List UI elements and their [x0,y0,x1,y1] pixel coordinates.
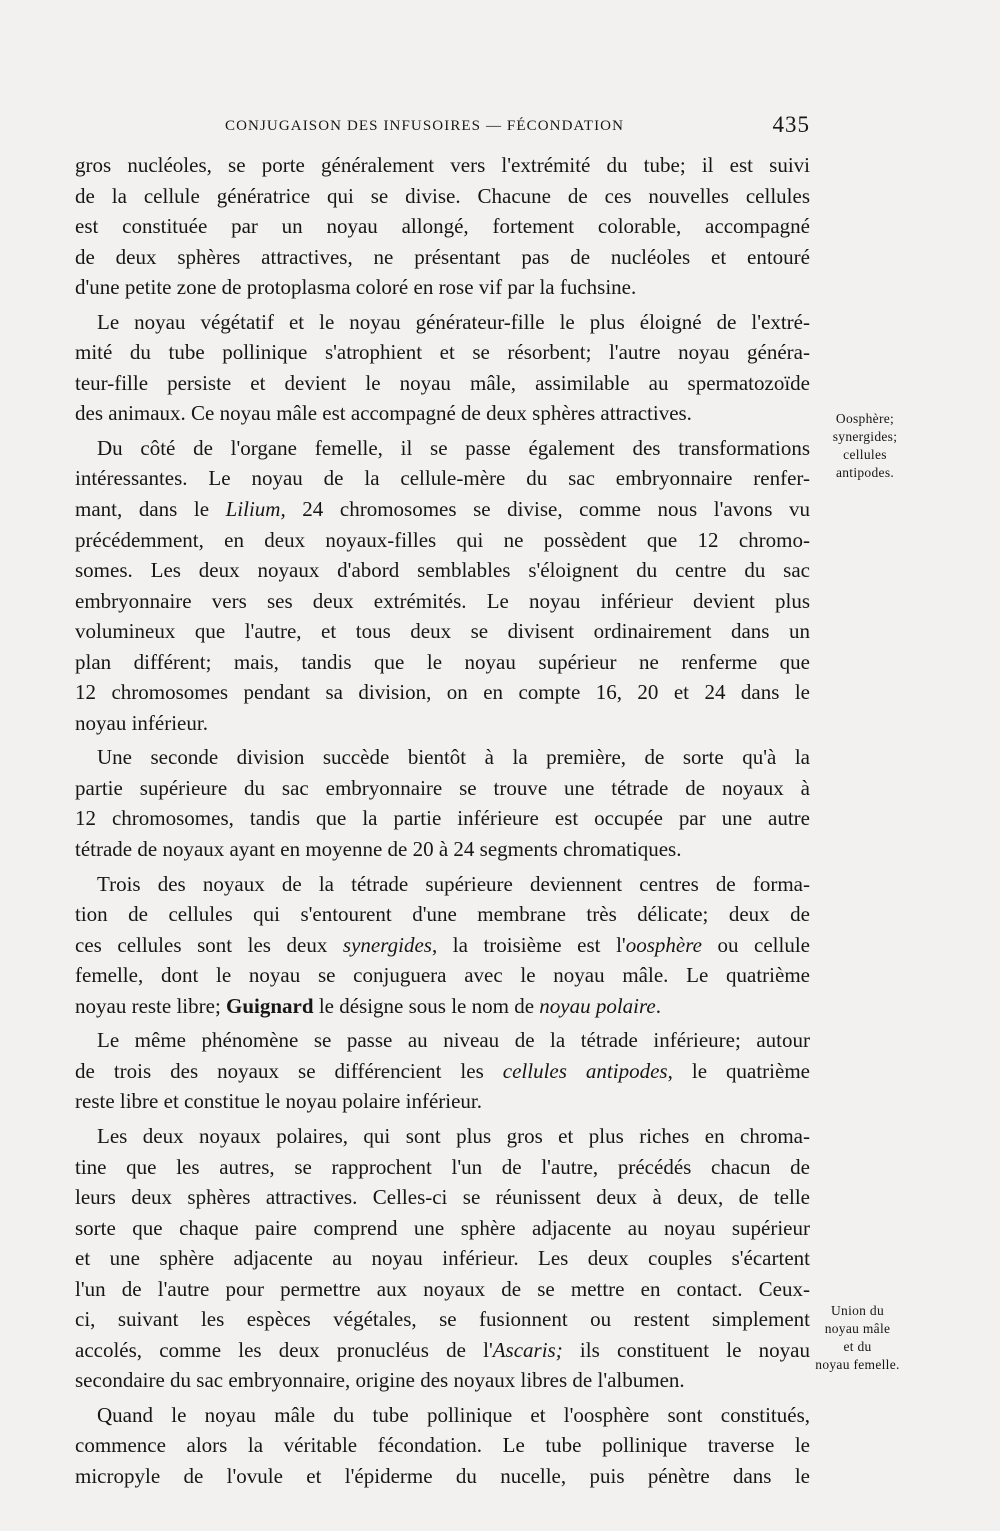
text-line: volumineux que l'autre, et tous deux se divisent ordinairement dans un [75,619,810,644]
text-line: ci, suivant les espèces végétales, se fusionnent ou restent simplement [75,1307,810,1332]
sidenote-line: Oosphère; [835,411,895,426]
text-line: plan différent; mais, tandis que le noyau supérieur ne renferme que [75,649,810,674]
text-line: femelle, dont le noyau se conjuguera avec le noyau mâle. Le quatrième [75,963,810,988]
text-line: précédemment, en deux noyaux-filles qui ne possèdent que 12 chromo- [75,527,810,552]
text-line: de la cellule génératrice qui se divise. Chacune de ces nouvelles cellules [75,183,810,208]
sidenote-union [800,1302,915,1374]
text-line: et une sphère adjacente au noyau inférieur. Les deux couples s'écartent [75,1246,810,1271]
text-line: embryonnaire vers ses deux extrémités. Le noyau inférieur devient plus [75,588,810,613]
sidenote-line: Union du [830,1303,885,1318]
body-text [75,150,810,1492]
sidenote-line: noyau mâle [824,1321,891,1336]
text-line: partie supérieure du sac embryonnaire se trouve une tétrade de noyaux à [75,775,810,800]
text-line: Trois des noyaux de la tétrade supérieure deviennent centres de forma- [97,871,810,896]
sidenote-line: cellules [843,447,887,462]
text-line: noyau reste libre; Guignard le désigne sous le nom de noyau polaire. [75,993,661,1018]
text-line: commence alors la véritable fécondation. Le tube pollinique traverse le [75,1433,810,1458]
sidenote-line: et du [843,1339,872,1354]
text-line: est constituée par un noyau allongé, fortement colorable, accompagné [75,214,810,239]
text-line: Le noyau végétatif et le noyau générateur-fille le plus éloigné de l'extré- [97,309,810,334]
text-line: somes. Les deux noyaux d'abord semblables s'éloignent du centre du sac [75,558,810,583]
text-line: Les deux noyaux polaires, qui sont plus gros et plus riches en chroma- [97,1123,810,1148]
text-line: de deux sphères attractives, ne présentant pas de nucléoles et entouré [75,244,810,269]
page-number: 435 [772,112,810,137]
text-line: tion de cellules qui s'entourent d'une membrane très délicate; deux de [75,902,810,927]
text-line: mant, dans le Lilium, 24 chromosomes se divise, comme nous l'avons vu [75,497,810,522]
text-line: mité du tube pollinique s'atrophient et se résorbent; l'autre noyau généra- [75,340,810,365]
text-line: 12 chromosomes pendant sa division, on en compte 16, 20 et 24 dans le [75,680,810,705]
text-line: Quand le noyau mâle du tube pollinique et l'oosphère sont constitués, [97,1402,810,1427]
text-line: Le même phénomène se passe au niveau de la tétrade inférieure; autour [97,1028,810,1053]
text-line: intéressantes. Le noyau de la cellule-mère du sac embryonnaire renfer- [75,466,810,491]
sidenote-line: antipodes. [835,465,895,480]
text-line: ces cellules sont les deux synergides, la troisième est l'oosphère ou cellule [75,932,810,957]
text-line: tétrade de noyaux ayant en moyenne de 20 à 24 segments chromatiques. [75,837,682,862]
text-line: l'un de l'autre pour permettre aux noyaux de se mettre en contact. Ceux- [75,1276,810,1301]
text-line: secondaire du sac embryonnaire, origine des noyaux libres de l'albumen. [75,1368,685,1393]
sidenote-line: synergides; [832,429,898,444]
sidenote-oosphere [815,410,915,482]
text-line: noyau inférieur. [75,710,208,735]
text-line: des animaux. Ce noyau mâle est accompagné de deux sphères attractives. [75,401,692,426]
text-line: d'une petite zone de protoplasma coloré en rose vif par la fuchsine. [75,275,637,300]
text-line: accolés, comme les deux pronucléus de l'Ascaris; ils constituent le noyau [75,1337,810,1362]
text-line: sorte que chaque paire comprend une sphère adjacente au noyau supérieur [75,1215,810,1240]
text-line: micropyle de l'ovule et l'épiderme du nucelle, puis pénètre dans le [75,1463,810,1488]
text-line: Une seconde division succède bientôt à la première, de sorte qu'à la [97,745,810,770]
text-line: teur-fille persiste et devient le noyau mâle, assimilable au spermatozoïde [75,370,810,395]
sidenote-line: noyau femelle. [815,1357,900,1372]
text-line: leurs deux sphères attractives. Celles-ci se réunissent deux à deux, de telle [75,1185,810,1210]
text-line: Du côté de l'organe femelle, il se passe également des transformations [97,435,810,460]
text-line: 12 chromosomes, tandis que la partie inférieure est occupée par une autre [75,806,810,831]
running-head [75,112,810,142]
text-line: gros nucléoles, se porte généralement vers l'extrémité du tube; il est suivi [75,153,810,177]
text-line: de trois des noyaux se différencient les cellules antipodes, le quatrième [75,1058,810,1083]
running-head-title: CONJUGAISON DES INFUSOIRES — FÉCONDATION [225,118,625,134]
text-line: tine que les autres, se rapprochent l'un de l'autre, précédés chacun de [75,1154,810,1179]
text-line: reste libre et constitue le noyau polaire inférieur. [75,1089,483,1114]
